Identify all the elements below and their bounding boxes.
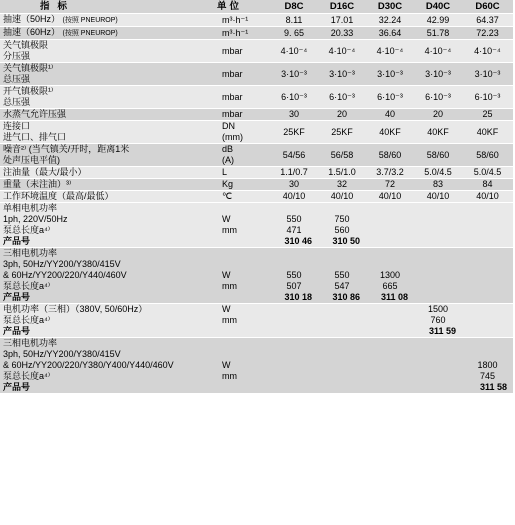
row-label-line: 进气口、排气口	[3, 132, 67, 142]
row-value: 58/60	[462, 144, 513, 167]
row-label	[0, 179, 214, 191]
row-value: 54/56	[270, 144, 318, 167]
row-label-text: 水蒸气允许压强	[3, 109, 67, 119]
motor-group-unit	[214, 248, 270, 304]
row-label-note: (按照 PNEUROP)	[62, 30, 118, 37]
motor-value	[369, 203, 411, 214]
row-value: 40/10	[270, 191, 318, 203]
row-value: 3·10⁻³	[366, 63, 414, 86]
motor-group	[0, 248, 513, 304]
row-label-note: (按照 PNEUROP)	[62, 17, 118, 24]
product-number: 311 59	[428, 326, 456, 336]
row-value: 32	[318, 179, 366, 191]
row-value: 3·10⁻³	[414, 63, 462, 86]
row-value: 40KF	[366, 121, 414, 144]
product-number: 310 86	[332, 292, 360, 302]
row-label	[0, 63, 214, 86]
motor-group-line: 三相电机功率	[3, 338, 58, 348]
row-unit: ℃	[214, 191, 270, 203]
motor-group-unit-line	[222, 203, 267, 214]
motor-value	[465, 214, 510, 225]
row-label-line: 噪音²⁾ (当气镇关/开时，距离1米	[3, 144, 130, 154]
motor-value	[369, 315, 411, 326]
motor-value	[321, 360, 363, 371]
motor-group-values	[270, 338, 318, 394]
row-value: 25KF	[318, 121, 366, 144]
motor-value	[273, 349, 315, 360]
motor-value	[417, 225, 459, 236]
row-value: 3·10⁻³	[270, 63, 318, 86]
table-row	[0, 14, 513, 27]
table-row	[0, 121, 513, 144]
product-number	[417, 236, 459, 247]
table-row	[0, 144, 513, 167]
table-row	[0, 179, 513, 191]
row-label-line: 关气镇极限	[3, 40, 49, 50]
row-value: 40KF	[414, 121, 462, 144]
motor-value	[417, 360, 459, 371]
motor-group	[0, 203, 513, 248]
header-model: D60C	[462, 0, 513, 14]
motor-value	[273, 338, 315, 349]
product-number-label: 产品号	[3, 382, 31, 392]
motor-group-values	[414, 248, 462, 304]
row-unit-line: (A)	[222, 155, 234, 165]
motor-group-label	[0, 248, 214, 304]
motor-value	[321, 349, 363, 360]
row-label-line: 关气镇极限¹⁾	[3, 63, 54, 73]
motor-value	[417, 349, 459, 360]
motor-group-line: & 60Hz/YY200/220/Y380/Y400/Y440/460V	[3, 360, 174, 370]
motor-value	[417, 338, 459, 349]
row-value: 20	[318, 109, 366, 121]
row-unit	[214, 121, 270, 144]
motor-group-line: 3ph, 50Hz/YY200/Y380/415V	[3, 349, 121, 359]
row-value: 9. 65	[270, 27, 318, 40]
row-value: 40KF	[462, 121, 513, 144]
table-row	[0, 167, 513, 179]
motor-group-line: 3ph, 50Hz/YY200/Y380/415V	[3, 259, 121, 269]
row-value: 56/58	[318, 144, 366, 167]
row-unit: m³·h⁻¹	[214, 27, 270, 40]
row-value: 4·10⁻⁴	[270, 40, 318, 63]
product-number	[321, 382, 363, 393]
motor-value	[417, 248, 459, 259]
header-label: 指标	[0, 0, 214, 14]
motor-value	[465, 281, 510, 292]
table-row	[0, 109, 513, 121]
row-value: 3·10⁻³	[462, 63, 513, 86]
table-row	[0, 27, 513, 40]
motor-group-line: 泵总长度a⁴⁾	[3, 281, 51, 291]
row-label-line: 总压强	[3, 97, 31, 107]
product-number	[369, 236, 411, 247]
motor-group-unit	[214, 203, 270, 248]
row-unit: mbar	[214, 40, 270, 63]
header-model: D16C	[318, 0, 366, 14]
row-unit: Kg	[214, 179, 270, 191]
motor-group-unit-line	[222, 349, 267, 360]
motor-group-label	[0, 338, 214, 394]
row-value: 5.0/4.5	[414, 167, 462, 179]
row-label-text: 重量（未注油）³⁾	[3, 179, 72, 189]
product-number	[465, 236, 510, 247]
motor-group-values	[318, 338, 366, 394]
motor-value	[369, 338, 411, 349]
row-label	[0, 27, 214, 40]
row-label	[0, 144, 214, 167]
row-value: 20.33	[318, 27, 366, 40]
motor-value	[465, 225, 510, 236]
motor-group-unit-line: mm	[222, 315, 237, 325]
row-value: 40/10	[318, 191, 366, 203]
motor-value	[321, 315, 363, 326]
motor-group-line: 电机功率（三相）（380V, 50/60Hz）	[3, 304, 148, 314]
motor-group-unit-line: mm	[222, 225, 237, 235]
motor-group-unit-line	[222, 382, 267, 393]
motor-value	[369, 304, 411, 315]
motor-value	[417, 371, 459, 382]
motor-value	[321, 259, 363, 270]
motor-value: 547	[334, 281, 350, 291]
motor-group-unit-line	[222, 259, 267, 270]
motor-group-unit-line	[222, 292, 267, 303]
motor-group-unit-line	[222, 248, 267, 259]
motor-value	[417, 203, 459, 214]
motor-value	[465, 315, 510, 326]
motor-value: 760	[430, 315, 446, 325]
product-number: 310 18	[284, 292, 312, 302]
motor-group-unit	[214, 338, 270, 394]
motor-value	[321, 338, 363, 349]
motor-value	[273, 371, 315, 382]
product-number	[417, 292, 459, 303]
row-value: 25KF	[270, 121, 318, 144]
row-label-text: 抽速（60Hz）	[3, 27, 61, 37]
motor-value	[321, 203, 363, 214]
row-unit: L	[214, 167, 270, 179]
row-unit: m³·h⁻¹	[214, 14, 270, 27]
row-value: 1.1/0.7	[270, 167, 318, 179]
motor-value	[465, 259, 510, 270]
motor-value: 1300	[379, 270, 401, 280]
motor-group-values	[366, 203, 414, 248]
motor-group-line: 泵总长度a⁴⁾	[3, 315, 51, 325]
motor-value	[321, 248, 363, 259]
motor-group-line: 三相电机功率	[3, 248, 58, 258]
motor-group-line: 1ph, 220V/50Hz	[3, 214, 68, 224]
motor-group-values	[414, 304, 462, 338]
row-unit: mbar	[214, 63, 270, 86]
motor-group-line: 单相电机功率	[3, 203, 58, 213]
motor-value	[321, 371, 363, 382]
motor-value	[273, 259, 315, 270]
motor-group-unit-line: W	[222, 304, 231, 314]
row-value: 30	[270, 179, 318, 191]
row-label-text: 工作环境温度（最高/最低）	[3, 191, 114, 201]
motor-group-unit-line: W	[222, 360, 231, 370]
motor-group-line: & 60Hz/YY200/220/Y440/460V	[3, 270, 127, 280]
row-value: 17.01	[318, 14, 366, 27]
row-value: 64.37	[462, 14, 513, 27]
motor-value	[417, 281, 459, 292]
row-unit: mbar	[214, 109, 270, 121]
row-label-line: 连接口	[3, 121, 31, 131]
motor-group-line: 泵总长度a⁴⁾	[3, 225, 51, 235]
motor-value	[369, 248, 411, 259]
table-header-row	[0, 0, 513, 14]
row-unit: mbar	[214, 86, 270, 109]
row-label-line: 总压强	[3, 74, 31, 84]
motor-group-values	[462, 304, 513, 338]
row-value: 4·10⁻⁴	[318, 40, 366, 63]
row-label	[0, 191, 214, 203]
table-row	[0, 86, 513, 109]
row-value: 4·10⁻⁴	[366, 40, 414, 63]
product-number-label: 产品号	[3, 236, 31, 246]
motor-group-values	[318, 248, 366, 304]
motor-value: 1800	[477, 360, 498, 370]
motor-group	[0, 304, 513, 338]
row-value: 25	[462, 109, 513, 121]
row-label	[0, 14, 214, 27]
motor-value	[369, 371, 411, 382]
motor-value	[465, 304, 510, 315]
motor-value: 560	[334, 225, 350, 235]
motor-value: 550	[286, 270, 302, 280]
motor-value	[369, 349, 411, 360]
row-unit-line: DN	[222, 121, 235, 131]
motor-group-label	[0, 304, 214, 338]
row-label	[0, 121, 214, 144]
motor-value	[465, 270, 510, 281]
row-label	[0, 109, 214, 121]
row-value: 40/10	[462, 191, 513, 203]
motor-value: 471	[286, 225, 302, 235]
row-unit-line: dB	[222, 144, 234, 154]
row-unit	[214, 144, 270, 167]
motor-value	[369, 259, 411, 270]
product-number-label: 产品号	[3, 292, 31, 302]
product-number: 311 08	[380, 292, 408, 302]
motor-group-values	[414, 338, 462, 394]
product-number	[369, 326, 411, 337]
row-value: 3.7/3.2	[366, 167, 414, 179]
row-unit-line: (mm)	[222, 132, 243, 142]
motor-group-values	[462, 203, 513, 248]
motor-group-line: 泵总长度a⁴⁾	[3, 371, 51, 381]
motor-group-values	[318, 304, 366, 338]
motor-group-values	[270, 203, 318, 248]
motor-group-values	[366, 338, 414, 394]
product-number	[321, 326, 363, 337]
table-row	[0, 63, 513, 86]
motor-value	[417, 214, 459, 225]
product-number: 311 58	[479, 382, 507, 392]
motor-group-values	[270, 248, 318, 304]
motor-group-unit-line	[222, 326, 267, 337]
motor-group-unit-line: W	[222, 214, 231, 224]
motor-group-values	[270, 304, 318, 338]
row-value: 4·10⁻⁴	[462, 40, 513, 63]
header-unit: 单位	[214, 0, 270, 14]
table-row	[0, 40, 513, 63]
row-value: 32.24	[366, 14, 414, 27]
row-value: 6·10⁻³	[270, 86, 318, 109]
motor-value	[465, 248, 510, 259]
motor-group-values	[462, 338, 513, 394]
row-value: 6·10⁻³	[414, 86, 462, 109]
row-value: 4·10⁻⁴	[414, 40, 462, 63]
product-number	[465, 326, 510, 337]
row-value: 6·10⁻³	[366, 86, 414, 109]
product-number-label: 产品号	[3, 326, 31, 336]
motor-value	[369, 225, 411, 236]
header-model: D30C	[366, 0, 414, 14]
row-value: 20	[414, 109, 462, 121]
motor-value	[273, 304, 315, 315]
row-value: 40	[366, 109, 414, 121]
row-value: 72	[366, 179, 414, 191]
product-number	[417, 382, 459, 393]
motor-value	[369, 360, 411, 371]
motor-group-values	[462, 248, 513, 304]
row-label-line: 分压强	[3, 51, 31, 61]
row-value: 8.11	[270, 14, 318, 27]
motor-group-values	[414, 203, 462, 248]
header-model: D8C	[270, 0, 318, 14]
row-value: 5.0/4.5	[462, 167, 513, 179]
motor-value	[369, 214, 411, 225]
product-number: 310 46	[284, 236, 312, 246]
motor-value: 550	[334, 270, 350, 280]
motor-group-values	[366, 248, 414, 304]
row-value: 6·10⁻³	[462, 86, 513, 109]
motor-value: 665	[382, 281, 398, 291]
motor-value	[465, 349, 510, 360]
motor-value	[465, 203, 510, 214]
table-row	[0, 191, 513, 203]
row-value: 1.5/1.0	[318, 167, 366, 179]
motor-group-unit-line: mm	[222, 371, 237, 381]
row-label-text: 注油量（最大/最小）	[3, 167, 87, 177]
row-label	[0, 40, 214, 63]
motor-group	[0, 338, 513, 394]
row-label-line: 开气镇极限¹⁾	[3, 86, 54, 96]
motor-value: 1500	[427, 304, 449, 314]
row-value: 36.64	[366, 27, 414, 40]
row-label-line: 处声压电平值)	[3, 155, 60, 165]
product-number	[369, 382, 411, 393]
row-label	[0, 86, 214, 109]
motor-group-unit-line	[222, 236, 267, 247]
motor-group-values	[318, 203, 366, 248]
motor-value: 550	[286, 214, 302, 224]
motor-group-values	[366, 304, 414, 338]
row-value: 83	[414, 179, 462, 191]
motor-group-unit-line: mm	[222, 281, 237, 291]
product-number	[465, 292, 510, 303]
row-value: 6·10⁻³	[318, 86, 366, 109]
motor-value	[417, 270, 459, 281]
row-value: 42.99	[414, 14, 462, 27]
product-number	[273, 326, 315, 337]
row-value: 40/10	[414, 191, 462, 203]
motor-value: 750	[334, 214, 350, 224]
motor-group-unit-line	[222, 338, 267, 349]
motor-value: 507	[286, 281, 302, 291]
row-value: 84	[462, 179, 513, 191]
product-number	[273, 382, 315, 393]
motor-value	[417, 259, 459, 270]
motor-value	[273, 360, 315, 371]
motor-value	[465, 338, 510, 349]
motor-group-unit	[214, 304, 270, 338]
row-label	[0, 167, 214, 179]
motor-group-label	[0, 203, 214, 248]
motor-value	[273, 203, 315, 214]
motor-value	[273, 248, 315, 259]
row-value: 58/60	[414, 144, 462, 167]
header-model: D40C	[414, 0, 462, 14]
row-value: 40/10	[366, 191, 414, 203]
row-label-text: 抽速（50Hz）	[3, 14, 61, 24]
product-number: 310 50	[332, 236, 360, 246]
row-value: 58/60	[366, 144, 414, 167]
motor-value	[273, 315, 315, 326]
row-value: 72.23	[462, 27, 513, 40]
row-value: 3·10⁻³	[318, 63, 366, 86]
motor-value: 745	[479, 371, 496, 381]
motor-value	[321, 304, 363, 315]
motor-group-unit-line: W	[222, 270, 231, 280]
row-value: 30	[270, 109, 318, 121]
row-value: 51.78	[414, 27, 462, 40]
